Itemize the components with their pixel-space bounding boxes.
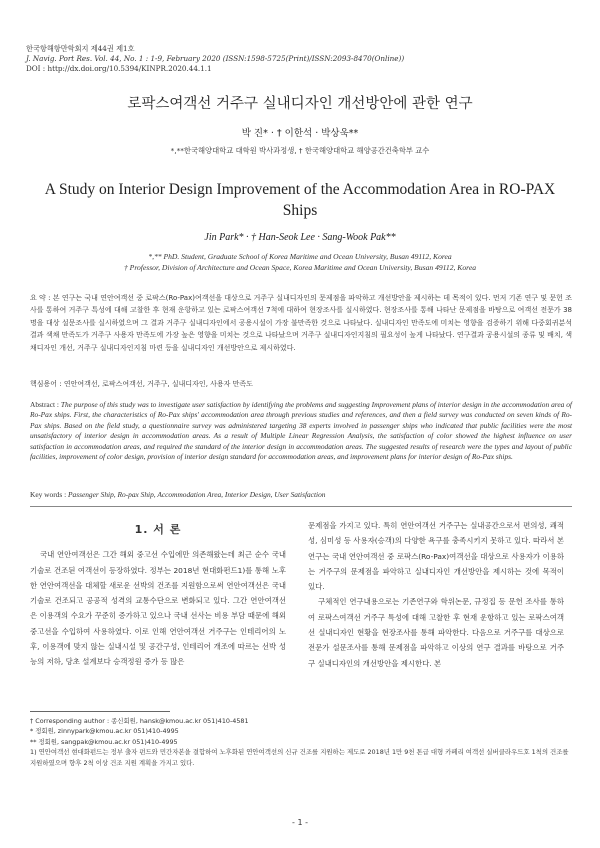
- english-abstract-label: Abstract :: [30, 400, 61, 409]
- journal-doi: DOI : http://dx.doi.org/10.5394/KINPR.2020.44.1.1: [26, 64, 212, 73]
- page-number: - 1 -: [292, 818, 308, 827]
- english-affiliation-professor: † Professor, Division of Architecture and Ocean Space, Korea Maritime and Ocean University, Busan 49112, Korea: [123, 263, 476, 272]
- english-abstract: [30, 400, 572, 462]
- korean-affiliation: *,**한국해양대학교 대학원 박사과정생, † 한국해양대학교 해양공간건축학부 교수: [170, 146, 430, 155]
- korean-keywords-text: 연안여객선, 로팍스여객선, 거주구, 실내디자인, 사용자 만족도: [63, 380, 253, 388]
- journal-citation: J. Navig. Port Res. Vol. 44, No. 1 : 1-9, February 2020 (ISSN:1598-5725(Print)/ISSN:2093-8470(Online)): [26, 54, 405, 63]
- footnote-corresponding-author: † Corresponding author : 종신회원, hansk@kmou.ac.kr 051)410-4581: [30, 717, 249, 725]
- section-divider: [30, 506, 572, 507]
- english-affiliation: [40, 251, 560, 273]
- english-keywords: [30, 489, 572, 501]
- korean-authors: 박 진* · † 이한석 · 박상욱**: [241, 128, 359, 139]
- intro-paragraph-1: 국내 연안여객선은 그간 해외 중고선 수입에만 의존해왔는데 최근 순수 국내 기술로 건조된 여객선이 등장하였다. 정부는 2018년 현대화펀드1)를 통해 노후한 연안여객선을 대체할 새로운 선박의 건조를 지원함으로써 연안여객선은 국내 기술로 건조되고 공공적 성격의 교통수단으로 변화되고 있다. 그간 연안여객선은 이용객의 수요가 꾸준히 증가하고 있으나 국내 선사는 비용 부담 때문에 해외 중고선을 수입하여 사용하였다. 이로 인해 연안여객선 거주구는 인테리어의 노후, 이용객에 맞지 않는 실내시설 및 공간구성, 인테리어 개조에 따르는 선박 성능의 저하, 당초 설계보다 승객정원 증가 등 많은: [30, 550, 286, 667]
- footnotes: [30, 716, 575, 768]
- korean-abstract: [30, 292, 572, 354]
- korean-abstract-text: 본 연구는 국내 연안여객선 중 로팍스(Ro-Pax)여객선을 대상으로 거주구 실내디자인의 문제점을 파악하고 개선방안을 제시하는 데 목적이 있다. 먼저 기존 연구 및 문헌 조사를 통하여 거주구 특성에 대해 고찰한 후 현재 운항하고 있는 로팍스여객선 7척에 대하여 현장조사를 실시하였다. 현장조사를 통해 나타난 문제점을 바탕으로 여객선 전문가 38명을 대상 설문조사를 실시하였으며 그 결과 거주구 실내디자인에서 공용시설이 가장 불만족한 것으로 나타났다. 실내디자인 만족도에 미치는 영향을 검증하기 위해 다중회귀분석 결과 색채 만족도가 거주구 사용자 만족도에 가장 높은 영향을 미치는 것으로 나타났으며 거주구 실내디자인지침의 필요성이 높게 나타났다. 연구결과 공용시설의 종류 및 배치, 색채디자인 개선, 거주구 실내디자인지침 마련 등을 실내디자인 개선방안으로 제시하였다.: [30, 294, 572, 352]
- korean-abstract-label: 요 약 :: [30, 294, 53, 302]
- english-keywords-text: Passenger Ship, Ro-pax Ship, Accommodation Area, Interior Design, User Satisfaction: [67, 490, 326, 499]
- footnote-author-2: ** 정회원, sangpak@kmou.ac.kr 051)410-4995: [30, 737, 178, 746]
- english-title: A Study on Interior Design Improvement of the Accommodation Area in RO-PAX Ships: [44, 181, 556, 219]
- english-authors: Jin Park* · † Han-Seok Lee · Sang-Wook Pak**: [204, 232, 396, 243]
- journal-header: [26, 44, 404, 74]
- footnote-divider: [30, 711, 170, 712]
- footnote-author-1: * 정회원, zinnypark@kmou.ac.kr 051)410-4995: [30, 727, 179, 736]
- section-heading-introduction: 1. 서 론: [134, 523, 182, 536]
- korean-keywords-label: 핵심용어 :: [30, 380, 64, 388]
- english-keywords-label: Key words :: [30, 490, 68, 499]
- intro-paragraph-2: 문제점을 가지고 있다. 특히 연안여객선 거주구는 실내공간으로서 편의성, 쾌적성, 심미성 등 사용자(승객)의 다양한 욕구를 충족시키지 못하고 있다. 따라서 본 연구는 국내 연안여객선 중 로팍스(Ro-Pax)여객선을 대상으로 사용자가 이용하는 거주구의 문제점을 파악하고 실내디자인 개선방안을 제시하는 것에 목적이 있다.: [308, 521, 564, 592]
- journal-name: 한국항해항만학회지 제44권 제1호: [26, 44, 135, 53]
- english-affiliation-students: *,** PhD. Student, Graduate School of Korea Maritime and Ocean University, Busan 49112, Korea: [148, 252, 452, 261]
- korean-keywords: [30, 378, 572, 390]
- korean-title: 로팍스여객선 거주구 실내디자인 개선방안에 관한 연구: [127, 96, 473, 112]
- footnote-1: 1) 연안여객선 현대화펀드는 정부 출자 펀드와 민간자본을 결합하여 노후화된 연안여객선의 신규 건조를 지원하는 제도로 2018년 1만 9천 톤급 대형 카페리 여객선 실버클라우드호 1척의 건조를 지원하였으며 향후 2척 이상 건조 지원 계획을 가지고 있다.: [30, 748, 569, 767]
- english-abstract-text: The purpose of this study was to investigate user satisfaction by identifying the problems and suggesting Improvement plans of interior design in the accommodation area of Ro-Pax ships. First, the characteristics of Ro-Pax ships' accommodation area through previous studies and references, and then a field survey was conducted on seven kinds of Ro-Pax ships. Based on the field study, a questionnaire survey was administered targeting 38 experts involved in passenger ships who indicated that public facilities were the most unsatisfactory of interior design in accommodation areas. As a result of Multiple Linear Regression Analysis, the satisfaction of color showed the highest influence on user satisfaction in accommodation areas, and required the standard of the interior design in accommodation areas. The suggested results of research were the types and layout of public facilities, improvement of color design, provision of interior design standard for accommodation areas, and improvement plans for interior design of Ro-Pax ships.: [30, 400, 572, 462]
- body-column-right: [308, 518, 564, 671]
- intro-paragraph-3: 구체적인 연구내용으로는 기존연구와 학위논문, 규정집 등 문헌 조사를 통하여 로팍스여객선 거주구 특성에 대해 고찰한 후 현재 운항하고 있는 로팍스여객선 실내디자인 현황을 현장조사를 통해 파악한다. 다음으로 거주구를 대상으로 전문가 설문조사를 통해 문제점을 파악하고 이상의 연구 결과를 바탕으로 거주구 실내디자인의 개선방안을 제시한다. 본: [308, 597, 564, 668]
- body-column-left: [30, 518, 286, 670]
